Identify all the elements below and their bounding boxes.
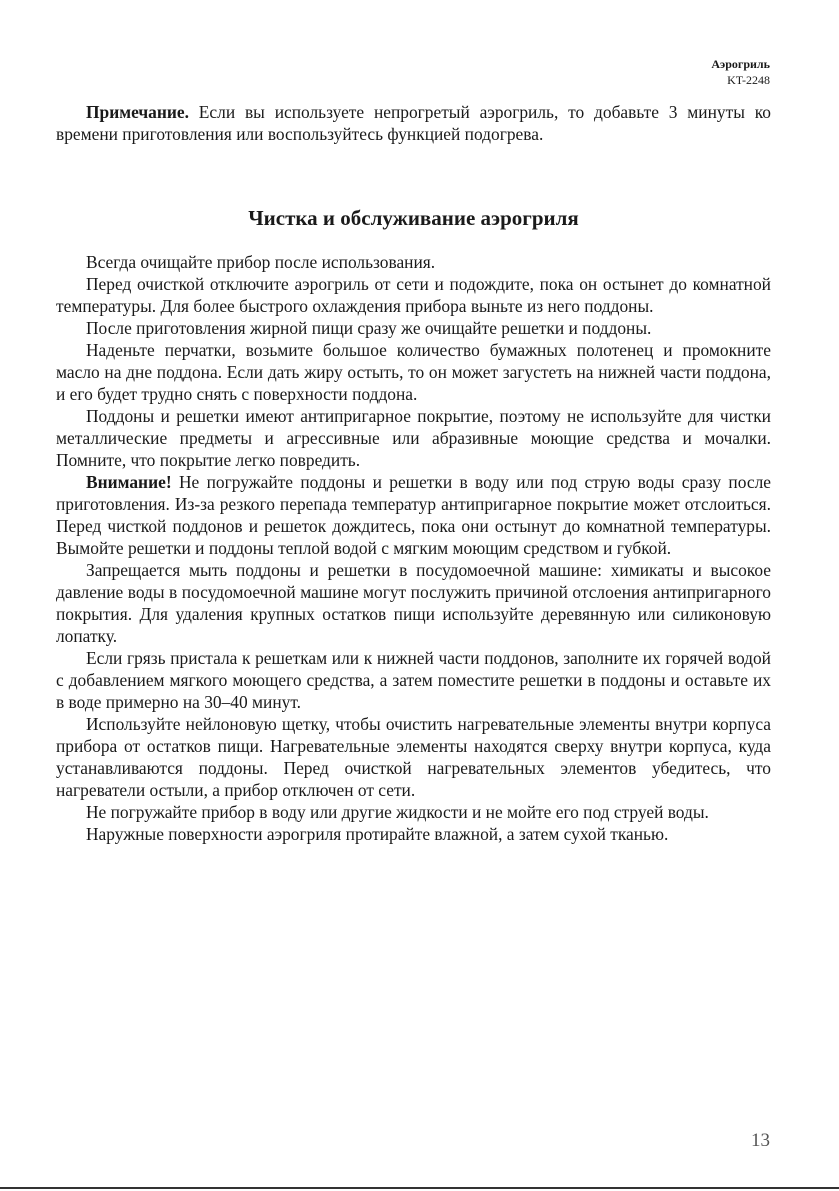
page-number: 13 bbox=[751, 1130, 770, 1151]
paragraph: Наденьте перчатки, возьмите большое количество бумажных полотенец и промокните масло на дне поддона. Если дать жиру остыть, то он может загустеть на нижней части поддона, и его будет трудно снять с поверхности поддона. bbox=[56, 340, 771, 404]
warning-paragraph bbox=[56, 471, 771, 559]
paragraph: Поддоны и решетки имеют антипригарное покрытие, поэтому не используйте для чистки металлические предметы и агрессивные или абразивные моющие средства и мочалки. Помните, что покрытие легко повредить. bbox=[56, 406, 771, 470]
note-text: Если вы используете непрогретый аэрогриль, то добавьте 3 минуты ко времени приготовления или воспользуйтесь функцией подогрева. bbox=[56, 102, 771, 144]
paragraph: Наружные поверхности аэрогриля протирайте влажной, а затем сухой тканью. bbox=[86, 824, 669, 844]
warning-text: Не погружайте поддоны и решетки в воду или под струю воды сразу после приготовления. Из-за резкого перепада температур антипригарное покрытие может отслоиться. Перед чисткой поддонов и решеток дождитесь, пока они остынут до комнатной температуры. Вымойте решетки и поддоны теплой водой с мягким моющим средством и губкой. bbox=[56, 472, 771, 558]
paragraph: После приготовления жирной пищи сразу же очищайте решетки и поддоны. bbox=[86, 318, 652, 338]
header-model-number: KT-2248 bbox=[727, 73, 770, 87]
page-content bbox=[56, 101, 771, 845]
paragraph: Если грязь пристала к решеткам или к нижней части поддонов, заполните их горячей водой с добавлением мягкого моющего средства, а затем поместите решетки в поддоны и оставьте их в воде примерно на 30–40 минут. bbox=[56, 648, 771, 712]
warning-label: Внимание! bbox=[86, 472, 172, 492]
page-bottom-rule bbox=[0, 1187, 839, 1189]
paragraph: Не погружайте прибор в воду или другие жидкости и не мойте его под струей воды. bbox=[86, 802, 709, 822]
paragraph: Перед очисткой отключите аэрогриль от сети и подождите, пока он остынет до комнатной температуры. Для более быстрого охлаждения прибора выньте из него поддоны. bbox=[56, 274, 771, 316]
note-label: Примечание. bbox=[86, 102, 189, 122]
header-product-name: Аэрогриль bbox=[711, 57, 770, 71]
paragraph: Запрещается мыть поддоны и решетки в посудомоечной машине: химикаты и высокое давление воды в посудомоечной машине могут послужить причиной отслоения антипригарного покрытия. Для удаления крупных остатков пищи используйте деревянную или силиконовую лопатку. bbox=[56, 560, 771, 646]
note-paragraph bbox=[56, 101, 771, 145]
page-header bbox=[711, 56, 770, 88]
section-title: Чистка и обслуживание аэрогриля bbox=[248, 206, 579, 230]
paragraph: Используйте нейлоновую щетку, чтобы очистить нагревательные элементы внутри корпуса прибора от остатков пищи. Нагревательные элементы находятся сверху внутри корпуса, куда устанавливаются поддоны. Перед очисткой нагревательных элементов убедитесь, что нагреватели остыли, а прибор отключен от сети. bbox=[56, 714, 771, 800]
paragraph: Всегда очищайте прибор после использования. bbox=[86, 252, 436, 272]
